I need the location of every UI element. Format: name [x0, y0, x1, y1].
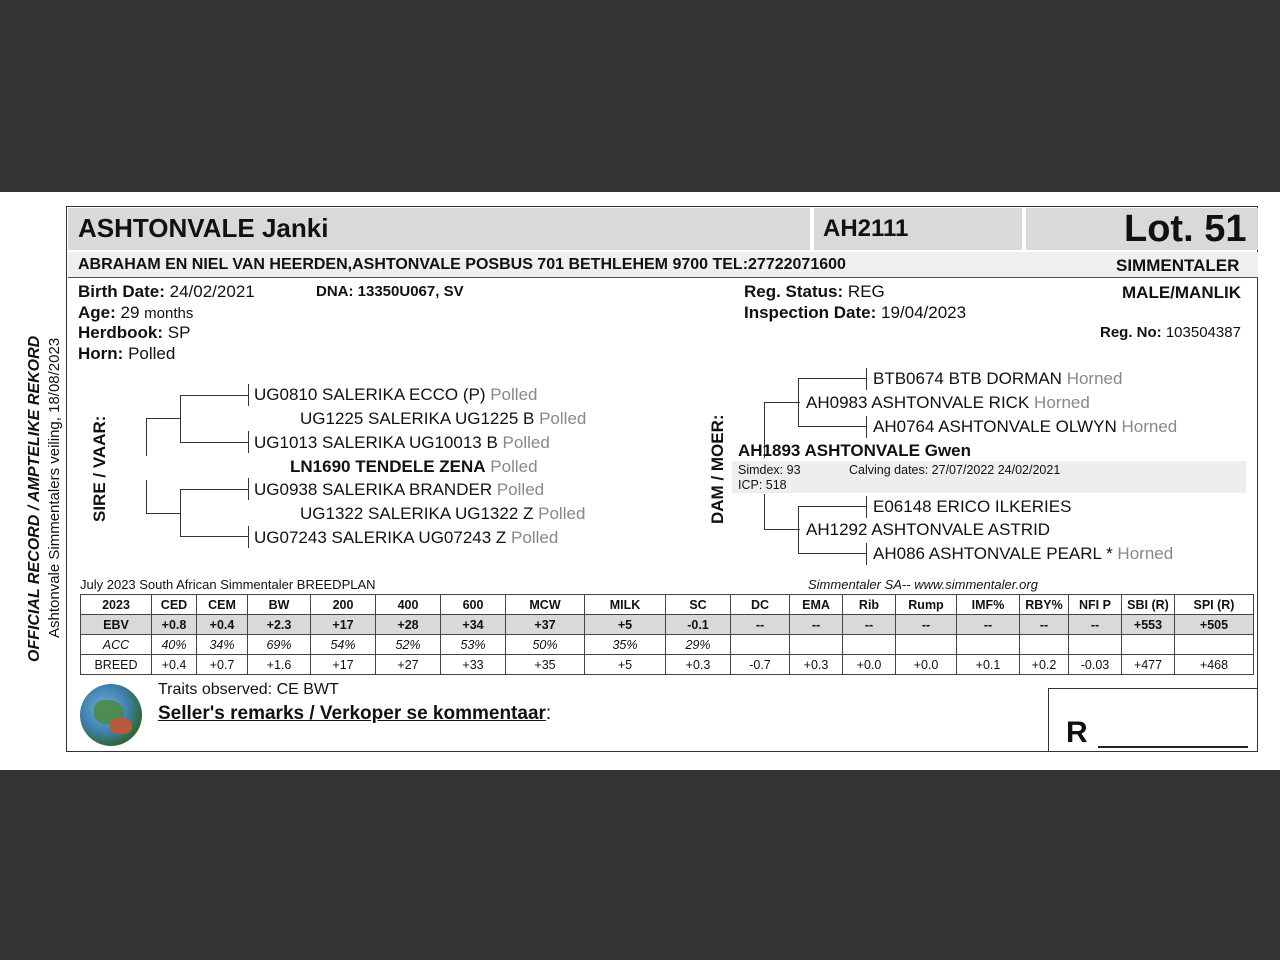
pedigree-name: UG07243 SALERIKA UG07243 Z	[254, 528, 507, 547]
reg-status-value: REG	[847, 282, 885, 301]
dam-dam-sire	[873, 497, 1071, 517]
table-cell: 29%	[666, 635, 731, 655]
horn-value: Polled	[128, 344, 176, 363]
pedigree-horn: Polled	[539, 409, 587, 428]
dam-label: DAM / MOER:	[708, 414, 727, 524]
breed-name: SIMMENTALER	[1116, 256, 1240, 275]
table-cell: CED	[152, 595, 197, 615]
pedigree-horn: Polled	[490, 457, 538, 476]
table-cell: +0.8	[152, 615, 197, 635]
table-cell: 600	[441, 595, 506, 615]
animal-name: ASHTONVALE Janki	[78, 213, 329, 243]
inspection-label: Inspection Date:	[744, 303, 877, 322]
sire-dam-sire	[254, 480, 544, 500]
table-cell: ACC	[81, 635, 152, 655]
table-cell: BW	[248, 595, 311, 615]
sellers-remarks	[158, 703, 551, 725]
table-cell: 35%	[585, 635, 666, 655]
table-cell: EBV	[81, 615, 152, 635]
table-cell: +27	[376, 655, 441, 675]
table-cell: +468	[1175, 655, 1254, 675]
dam-icp: ICP: 518	[738, 478, 787, 492]
table-cell	[896, 635, 957, 655]
table-cell: -0.03	[1069, 655, 1122, 675]
table-cell: IMF%	[957, 595, 1020, 615]
table-cell: --	[790, 615, 843, 635]
pedigree-name: UG0938 SALERIKA BRANDER	[254, 480, 493, 499]
table-cell: --	[1020, 615, 1069, 635]
dna-info: DNA: 13350U067, SV	[316, 283, 464, 300]
reg-no	[1100, 324, 1241, 341]
reg-no-value: 103504387	[1165, 324, 1241, 341]
age-unit: months	[144, 305, 194, 322]
table-cell: Rib	[843, 595, 896, 615]
table-cell: MCW	[506, 595, 585, 615]
table-cell: +5	[585, 615, 666, 635]
table-cell: +17	[311, 615, 376, 635]
pedigree-name: AH086 ASHTONVALE PEARL *	[873, 544, 1113, 563]
table-cell: 53%	[441, 635, 506, 655]
official-record-label: OFFICIAL RECORD / AMPTELIKE REKORD	[26, 335, 43, 662]
pedigree-horn: Polled	[502, 433, 550, 452]
table-cell: 54%	[311, 635, 376, 655]
breedplan-source: Simmentaler SA-- www.simmentaler.org	[808, 577, 1038, 592]
reg-status	[744, 282, 885, 302]
table-cell: BREED	[81, 655, 152, 675]
table-cell	[731, 635, 790, 655]
table-cell: Rump	[896, 595, 957, 615]
age-label: Age:	[78, 303, 116, 322]
sellers-remarks-colon: :	[545, 703, 552, 724]
table-cell: +0.4	[197, 615, 248, 635]
table-cell: +0.4	[152, 655, 197, 675]
pedigree-name: UG1013 SALERIKA UG10013 B	[254, 433, 498, 452]
table-cell	[1175, 635, 1254, 655]
dam-dam-dam	[873, 544, 1173, 564]
dam-calving-dates: Calving dates: 27/07/2022 24/02/2021	[849, 463, 1061, 477]
sire-sire-dam	[254, 433, 550, 453]
table-cell: +5	[585, 655, 666, 675]
sire-name	[290, 457, 538, 477]
table-cell: 400	[376, 595, 441, 615]
table-cell: +35	[506, 655, 585, 675]
table-cell: +0.0	[896, 655, 957, 675]
birth-date	[78, 282, 255, 302]
pedigree-name: AH1292 ASHTONVALE ASTRID	[806, 520, 1051, 539]
table-cell: SBI (R)	[1122, 595, 1175, 615]
table-cell: EMA	[790, 595, 843, 615]
table-cell	[1122, 635, 1175, 655]
traits-observed: Traits observed: CE BWT	[158, 681, 339, 698]
pedigree-name: LN1690 TENDELE ZENA	[290, 457, 486, 476]
table-cell: 69%	[248, 635, 311, 655]
horn-label: Horn:	[78, 344, 124, 363]
table-cell: +0.2	[1020, 655, 1069, 675]
table-cell: +1.6	[248, 655, 311, 675]
table-cell	[843, 635, 896, 655]
table-cell: +477	[1122, 655, 1175, 675]
pedigree-name: AH0983 ASHTONVALE RICK	[806, 393, 1030, 412]
dam-sire-sire	[873, 369, 1122, 389]
table-cell: +34	[441, 615, 506, 635]
sire-bracket	[146, 418, 147, 456]
breeder-info: ABRAHAM EN NIEL VAN HEERDEN,ASHTONVALE POSBUS 701 BETHLEHEM 9700 TEL:27722071600	[78, 256, 846, 273]
table-cell: 2023	[81, 595, 152, 615]
dam-sire-dam	[873, 417, 1177, 437]
herdbook-label: Herdbook:	[78, 323, 163, 342]
table-cell: 50%	[506, 635, 585, 655]
pedigree-name: UG0810 SALERIKA ECCO (P)	[254, 385, 486, 404]
horn	[78, 344, 175, 364]
sire-label: SIRE / VAAR:	[90, 415, 109, 522]
table-cell: SPI (R)	[1175, 595, 1254, 615]
table-cell: +2.3	[248, 615, 311, 635]
table-cell: +33	[441, 655, 506, 675]
pedigree-horn: Polled	[511, 528, 559, 547]
table-cell: +0.0	[843, 655, 896, 675]
table-cell: +553	[1122, 615, 1175, 635]
pedigree-horn: Horned	[1066, 369, 1123, 388]
reg-status-label: Reg. Status:	[744, 282, 844, 301]
sire-dam-dam	[254, 528, 558, 548]
breedplan-table	[80, 594, 1254, 675]
breedplan-caption: July 2023 South African Simmentaler BREEDPLAN	[80, 577, 376, 592]
table-cell: +0.7	[197, 655, 248, 675]
birth-date-value: 24/02/2021	[169, 282, 255, 301]
table-cell: --	[1069, 615, 1122, 635]
dam-dam	[806, 520, 1050, 540]
table-cell: +17	[311, 655, 376, 675]
herdbook	[78, 323, 190, 343]
pedigree-horn: Horned	[1121, 417, 1178, 436]
table-cell: --	[843, 615, 896, 635]
birth-date-label: Birth Date:	[78, 282, 165, 301]
herdbook-value: SP	[167, 323, 191, 342]
inspection-date	[744, 303, 966, 323]
table-cell: +37	[506, 615, 585, 635]
pedigree-horn: Horned	[1117, 544, 1174, 563]
pedigree-name: UG1322 SALERIKA UG1322 Z	[300, 504, 534, 523]
reg-no-label: Reg. No:	[1100, 324, 1162, 341]
table-cell	[957, 635, 1020, 655]
table-cell: --	[957, 615, 1020, 635]
dam-name: AH1893 ASHTONVALE Gwen	[738, 441, 972, 460]
price-line	[1098, 746, 1248, 748]
table-cell: 52%	[376, 635, 441, 655]
simmentaler-sa-logo	[80, 684, 142, 746]
price-label: R	[1066, 716, 1088, 749]
sale-label: Ashtonvale Simmentalers veiling, 18/08/2023	[46, 337, 63, 638]
pedigree-name: BTB0674 BTB DORMAN	[873, 369, 1062, 388]
table-cell	[1069, 635, 1122, 655]
table-cell: DC	[731, 595, 790, 615]
table-cell	[790, 635, 843, 655]
inspection-value: 19/04/2023	[880, 303, 967, 322]
table-header-row	[81, 595, 1254, 615]
table-cell: 34%	[197, 635, 248, 655]
table-cell: +505	[1175, 615, 1254, 635]
table-cell: 40%	[152, 635, 197, 655]
table-cell: --	[896, 615, 957, 635]
lot-number: Lot. 51	[1124, 208, 1247, 250]
pedigree-horn: Polled	[490, 385, 538, 404]
pedigree-name: AH0764 ASHTONVALE OLWYN	[873, 417, 1117, 436]
table-cell: +28	[376, 615, 441, 635]
table-cell: -0.1	[666, 615, 731, 635]
dam-sire	[806, 393, 1090, 413]
table-cell: -0.7	[731, 655, 790, 675]
sellers-remarks-label: Seller's remarks / Verkoper se kommentaar	[158, 703, 546, 724]
age	[78, 303, 193, 323]
age-value: 29	[120, 303, 140, 322]
pedigree-name: E06148 ERICO ILKERIES	[873, 497, 1072, 516]
dam-simdex: Simdex: 93	[738, 463, 801, 477]
sire-sire-sire	[254, 385, 537, 405]
table-cell: RBY%	[1020, 595, 1069, 615]
table-cell: SC	[666, 595, 731, 615]
pedigree-horn: Polled	[496, 480, 545, 499]
sex: MALE/MANLIK	[1122, 283, 1241, 302]
table-cell: +0.3	[666, 655, 731, 675]
table-row-breed	[81, 655, 1254, 675]
animal-id: AH2111	[823, 215, 909, 242]
pedigree-name: UG1225 SALERIKA UG1225 B	[300, 409, 535, 428]
table-cell: MILK	[585, 595, 666, 615]
table-cell: NFI P	[1069, 595, 1122, 615]
sire-dam	[300, 504, 585, 524]
table-cell: +0.3	[790, 655, 843, 675]
sire-sire	[300, 409, 586, 429]
table-row-acc	[81, 635, 1254, 655]
table-row-ebv	[81, 615, 1254, 635]
pedigree-horn: Horned	[1034, 393, 1090, 412]
pedigree-horn: Polled	[538, 504, 586, 523]
table-cell: --	[731, 615, 790, 635]
table-cell: +0.1	[957, 655, 1020, 675]
table-cell	[1020, 635, 1069, 655]
table-cell: CEM	[197, 595, 248, 615]
table-cell: 200	[311, 595, 376, 615]
